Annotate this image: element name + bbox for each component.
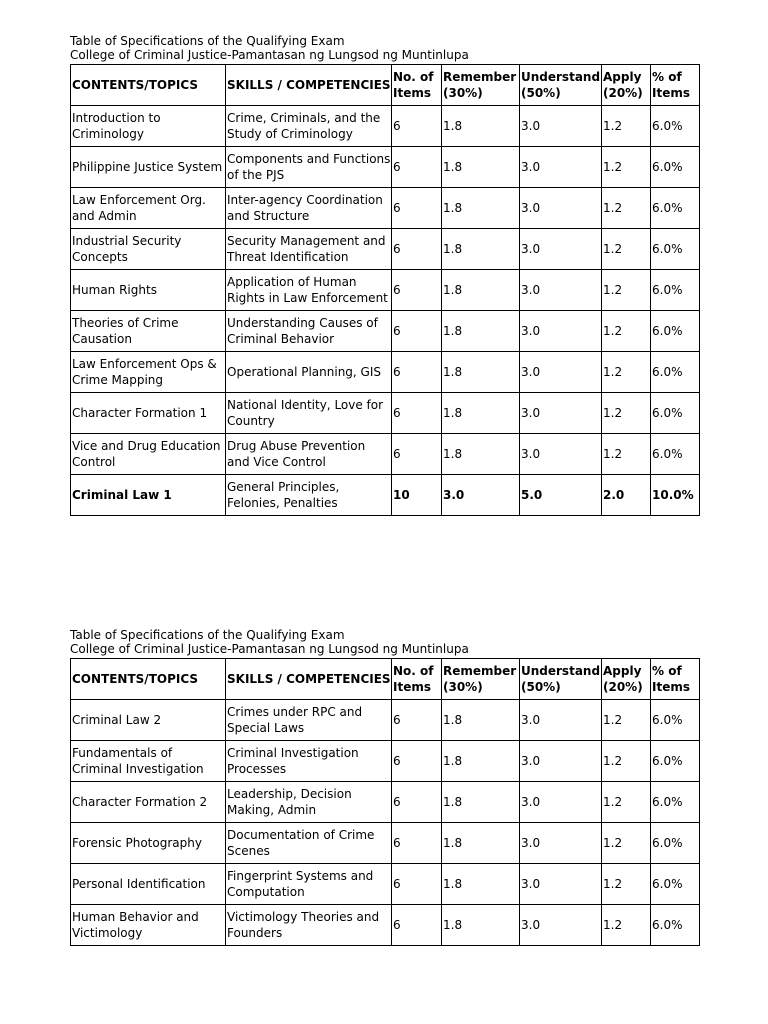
header-percent-of-items: % of Items (651, 659, 700, 700)
table-row (71, 434, 700, 475)
cell-remember: 1.8 (442, 905, 520, 946)
cell-items: 6 (392, 741, 442, 782)
caption-title: Table of Specifications of the Qualifying Exam (70, 34, 345, 48)
cell-topic: Criminal Law 2 (71, 700, 226, 741)
cell-skills: Criminal Investigation Processes (226, 741, 392, 782)
cell-percent: 6.0% (651, 270, 700, 311)
cell-understand: 3.0 (520, 188, 602, 229)
cell-remember: 1.8 (442, 782, 520, 823)
cell-percent: 6.0% (651, 434, 700, 475)
cell-skills: Crime, Criminals, and the Study of Criminology (226, 106, 392, 147)
cell-percent: 6.0% (651, 741, 700, 782)
cell-skills: Understanding Causes of Criminal Behavior (226, 311, 392, 352)
cell-remember: 1.8 (442, 393, 520, 434)
cell-skills: Victimology Theories and Founders (226, 905, 392, 946)
cell-percent: 6.0% (651, 700, 700, 741)
cell-topic: Character Formation 2 (71, 782, 226, 823)
cell-understand: 3.0 (520, 905, 602, 946)
cell-percent: 6.0% (651, 905, 700, 946)
table-row (71, 741, 700, 782)
cell-items: 6 (392, 106, 442, 147)
cell-apply: 1.2 (602, 741, 651, 782)
cell-apply: 1.2 (602, 106, 651, 147)
table-row (71, 270, 700, 311)
cell-topic: Fundamentals of Criminal Investigation (71, 741, 226, 782)
cell-apply: 1.2 (602, 270, 651, 311)
cell-remember: 1.8 (442, 106, 520, 147)
header-skills-competencies: SKILLS / COMPETENCIES (226, 65, 392, 106)
header-apply: Apply (20%) (602, 659, 651, 700)
cell-remember: 1.8 (442, 741, 520, 782)
table-header-row (71, 65, 700, 106)
header-remember: Remember (30%) (442, 659, 520, 700)
cell-items: 6 (392, 823, 442, 864)
cell-skills: Application of Human Rights in Law Enforcement (226, 270, 392, 311)
cell-percent: 6.0% (651, 352, 700, 393)
cell-items: 6 (392, 864, 442, 905)
cell-apply: 2.0 (602, 475, 651, 516)
cell-understand: 3.0 (520, 823, 602, 864)
header-no-of-items: No. of Items (392, 65, 442, 106)
cell-topic: Theories of Crime Causation (71, 311, 226, 352)
cell-items: 6 (392, 393, 442, 434)
cell-percent: 6.0% (651, 106, 700, 147)
cell-topic: Human Rights (71, 270, 226, 311)
cell-remember: 1.8 (442, 352, 520, 393)
table-row (71, 106, 700, 147)
table-row (71, 311, 700, 352)
cell-apply: 1.2 (602, 864, 651, 905)
cell-skills: National Identity, Love for Country (226, 393, 392, 434)
header-understand: Understand (50%) (520, 65, 602, 106)
specification-section-1 (70, 34, 699, 516)
cell-apply: 1.2 (602, 147, 651, 188)
header-contents-topics: CONTENTS/TOPICS (71, 65, 226, 106)
caption-title: Table of Specifications of the Qualifying Exam (70, 628, 345, 642)
cell-topic: Law Enforcement Org. and Admin (71, 188, 226, 229)
table-row (71, 475, 700, 516)
cell-skills: Crimes under RPC and Special Laws (226, 700, 392, 741)
cell-understand: 3.0 (520, 270, 602, 311)
table-row (71, 188, 700, 229)
cell-items: 10 (392, 475, 442, 516)
cell-percent: 6.0% (651, 147, 700, 188)
specification-table-2 (70, 658, 700, 946)
cell-skills: General Principles, Felonies, Penalties (226, 475, 392, 516)
cell-apply: 1.2 (602, 434, 651, 475)
cell-remember: 1.8 (442, 434, 520, 475)
cell-understand: 3.0 (520, 147, 602, 188)
specification-section-2 (70, 628, 699, 946)
cell-percent: 10.0% (651, 475, 700, 516)
cell-percent: 6.0% (651, 188, 700, 229)
cell-apply: 1.2 (602, 188, 651, 229)
cell-percent: 6.0% (651, 823, 700, 864)
cell-remember: 1.8 (442, 864, 520, 905)
cell-apply: 1.2 (602, 393, 651, 434)
header-remember: Remember (30%) (442, 65, 520, 106)
cell-topic: Human Behavior and Victimology (71, 905, 226, 946)
cell-items: 6 (392, 700, 442, 741)
cell-topic: Vice and Drug Education Control (71, 434, 226, 475)
table-row (71, 905, 700, 946)
table-row (71, 352, 700, 393)
cell-skills: Security Management and Threat Identification (226, 229, 392, 270)
cell-apply: 1.2 (602, 311, 651, 352)
cell-topic: Industrial Security Concepts (71, 229, 226, 270)
cell-remember: 3.0 (442, 475, 520, 516)
cell-percent: 6.0% (651, 229, 700, 270)
cell-apply: 1.2 (602, 905, 651, 946)
cell-items: 6 (392, 147, 442, 188)
table-row (71, 700, 700, 741)
cell-skills: Components and Functions of the PJS (226, 147, 392, 188)
cell-apply: 1.2 (602, 352, 651, 393)
cell-percent: 6.0% (651, 864, 700, 905)
cell-items: 6 (392, 311, 442, 352)
header-contents-topics: CONTENTS/TOPICS (71, 659, 226, 700)
cell-remember: 1.8 (442, 700, 520, 741)
cell-skills: Drug Abuse Prevention and Vice Control (226, 434, 392, 475)
cell-understand: 3.0 (520, 741, 602, 782)
cell-apply: 1.2 (602, 229, 651, 270)
cell-remember: 1.8 (442, 270, 520, 311)
caption-college: College of Criminal Justice-Pamantasan ng Lungsod ng Muntinlupa (70, 642, 469, 656)
caption-college: College of Criminal Justice-Pamantasan ng Lungsod ng Muntinlupa (70, 48, 469, 62)
cell-remember: 1.8 (442, 147, 520, 188)
cell-items: 6 (392, 270, 442, 311)
cell-percent: 6.0% (651, 393, 700, 434)
cell-understand: 3.0 (520, 229, 602, 270)
table-row (71, 782, 700, 823)
cell-understand: 3.0 (520, 700, 602, 741)
cell-remember: 1.8 (442, 823, 520, 864)
cell-understand: 3.0 (520, 106, 602, 147)
table-header-row (71, 659, 700, 700)
cell-skills: Leadership, Decision Making, Admin (226, 782, 392, 823)
header-skills-competencies: SKILLS / COMPETENCIES (226, 659, 392, 700)
cell-remember: 1.8 (442, 229, 520, 270)
cell-skills: Documentation of Crime Scenes (226, 823, 392, 864)
cell-understand: 3.0 (520, 352, 602, 393)
cell-understand: 3.0 (520, 782, 602, 823)
cell-items: 6 (392, 188, 442, 229)
cell-percent: 6.0% (651, 311, 700, 352)
cell-topic: Personal Identification (71, 864, 226, 905)
header-percent-of-items: % of Items (651, 65, 700, 106)
cell-topic: Introduction to Criminology (71, 106, 226, 147)
cell-items: 6 (392, 782, 442, 823)
cell-topic: Forensic Photography (71, 823, 226, 864)
cell-skills: Inter-agency Coordination and Structure (226, 188, 392, 229)
cell-remember: 1.8 (442, 311, 520, 352)
cell-understand: 3.0 (520, 393, 602, 434)
cell-apply: 1.2 (602, 823, 651, 864)
cell-understand: 3.0 (520, 434, 602, 475)
cell-topic: Philippine Justice System (71, 147, 226, 188)
table-row (71, 229, 700, 270)
specification-table-1 (70, 64, 700, 516)
table-row (71, 864, 700, 905)
cell-apply: 1.2 (602, 700, 651, 741)
cell-topic: Criminal Law 1 (71, 475, 226, 516)
cell-apply: 1.2 (602, 782, 651, 823)
cell-remember: 1.8 (442, 188, 520, 229)
header-no-of-items: No. of Items (392, 659, 442, 700)
table-row (71, 147, 700, 188)
cell-topic: Character Formation 1 (71, 393, 226, 434)
cell-items: 6 (392, 352, 442, 393)
cell-skills: Operational Planning, GIS (226, 352, 392, 393)
header-understand: Understand (50%) (520, 659, 602, 700)
cell-percent: 6.0% (651, 782, 700, 823)
cell-understand: 5.0 (520, 475, 602, 516)
table-row (71, 823, 700, 864)
cell-items: 6 (392, 229, 442, 270)
cell-understand: 3.0 (520, 864, 602, 905)
table-row (71, 393, 700, 434)
cell-understand: 3.0 (520, 311, 602, 352)
cell-topic: Law Enforcement Ops & Crime Mapping (71, 352, 226, 393)
header-apply: Apply (20%) (602, 65, 651, 106)
cell-skills: Fingerprint Systems and Computation (226, 864, 392, 905)
cell-items: 6 (392, 434, 442, 475)
cell-items: 6 (392, 905, 442, 946)
